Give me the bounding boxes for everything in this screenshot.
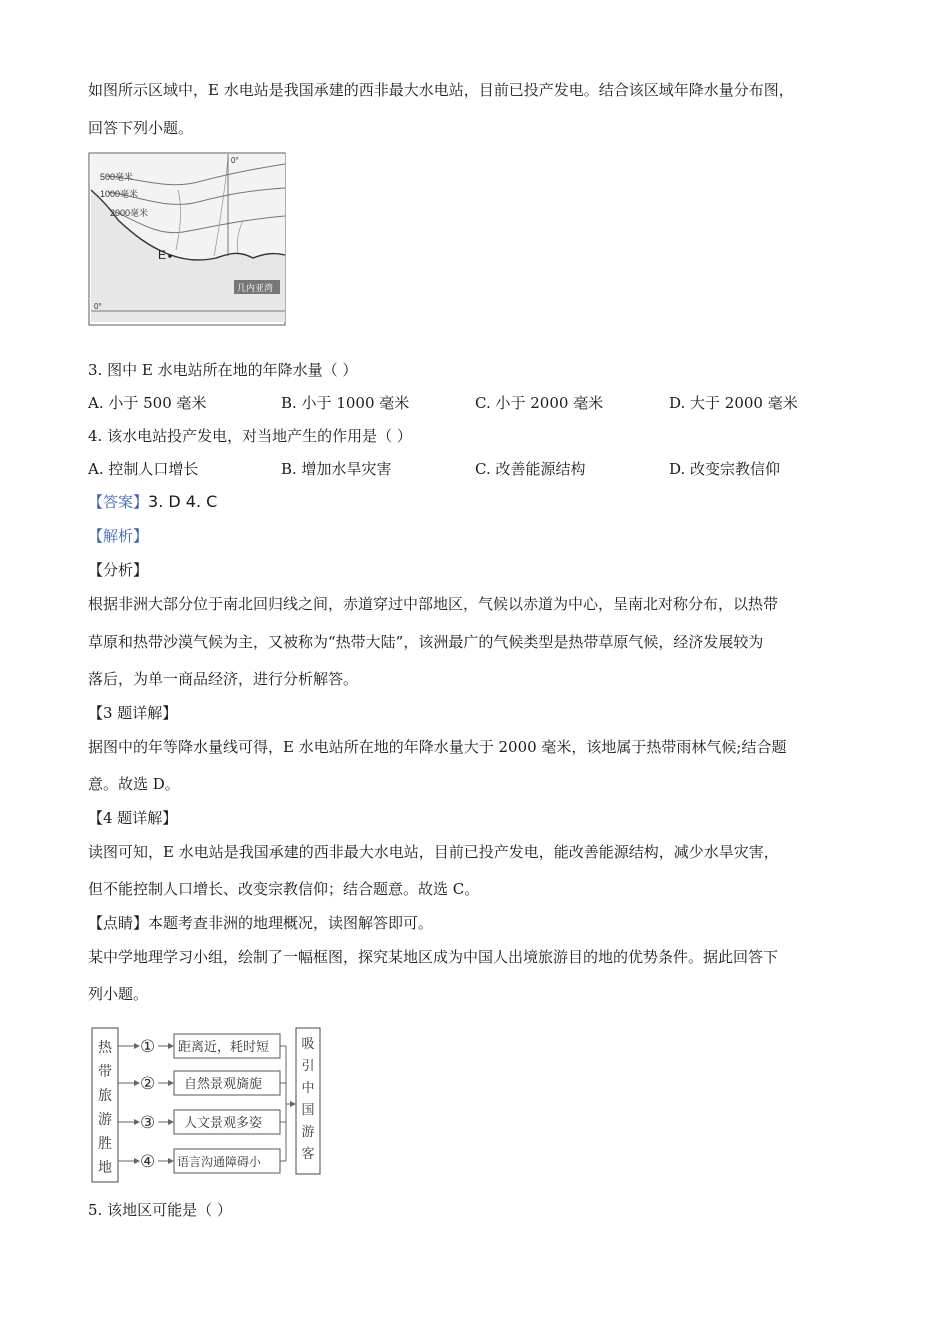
answer-line (88, 492, 217, 512)
flow-num-2: ② (140, 1074, 156, 1094)
flow-item-3: 人文景观多姿 (184, 1116, 263, 1131)
q3-option-d: D. 大于 2000 毫米 (669, 394, 798, 412)
gulf-of-guinea-label: 几内亚湾 (237, 283, 274, 293)
station-e-marker (168, 254, 172, 258)
precipitation-map (88, 150, 288, 330)
answer-value: 3. D 4. C (148, 492, 218, 511)
flow-item-1: 距离近，耗时短 (178, 1040, 270, 1055)
flow-item-4: 语言沟通障碍小 (177, 1155, 262, 1169)
intro-line-2: 回答下列小题。 (88, 119, 194, 137)
detail4-line-2: 但不能控制人口增长、改变宗教信仰；结合题意。故选 C。 (88, 880, 480, 898)
detail3-tag: 【3 题详解】 (88, 704, 178, 722)
detail4-line-1: 读图可知，E 水电站是我国承建的西非最大水电站，目前已投产发电，能改善能源结构，减少水旱灾害， (88, 843, 779, 861)
flow-left-text: 热带旅游胜地 (98, 1040, 112, 1176)
flow-right-text: 吸引中国游客 (301, 1037, 315, 1162)
station-e-label: E (158, 248, 167, 262)
dianjing-line: 【点睛】本题考查非洲的地理概况，读图解答即可。 (88, 914, 434, 932)
intro2-line-2: 列小题。 (88, 985, 149, 1003)
isoline-label-500: 500毫米 (100, 172, 134, 182)
q4-option-d: D. 改变宗教信仰 (669, 460, 781, 478)
flow-num-1: ① (140, 1037, 156, 1057)
intro2-line-1: 某中学地理学习小组，绘制了一幅框图，探究某地区成为中国人出境旅游目的地的优势条件。据此回答下 (88, 948, 779, 966)
detail3-line-1: 据图中的年等降水量线可得，E 水电站所在地的年降水量大于 2000 毫米，该地属于热带雨林气候;结合题 (88, 738, 787, 756)
q3-option-b: B. 小于 1000 毫米 (281, 394, 410, 412)
flow-num-4: ④ (140, 1152, 156, 1172)
detail3-line-2: 意。故选 D。 (88, 775, 180, 793)
q3-option-a: A. 小于 500 毫米 (88, 394, 207, 412)
intro-line-1: 如图所示区域中，E 水电站是我国承建的西非最大水电站，目前已投产发电。结合该区域年降水量分布图， (88, 81, 794, 99)
meridian-label: 0° (231, 156, 239, 165)
isoline-label-2000: 2000毫米 (110, 208, 149, 218)
fenxi-line-2: 草原和热带沙漠气候为主，又被称为“热带大陆”，该洲最广的气候类型是热带草原气候，经济发展较为 (88, 633, 764, 651)
flow-num-3: ③ (140, 1113, 156, 1133)
answer-tag: 【答案】 (88, 493, 149, 511)
q4-option-c: C. 改善能源结构 (475, 460, 586, 478)
q3-option-c: C. 小于 2000 毫米 (475, 394, 604, 412)
analysis-tag: 【解析】 (88, 527, 149, 545)
detail4-tag: 【4 题详解】 (88, 809, 178, 827)
q4-stem: 4. 该水电站投产发电，对当地产生的作用是（ ） (88, 427, 412, 445)
fenxi-line-3: 落后，为单一商品经济，进行分析解答。 (88, 670, 359, 688)
tourism-flow-diagram (88, 1022, 328, 1192)
isoline-label-1000: 1000毫米 (100, 189, 139, 199)
q4-option-a: A. 控制人口增长 (88, 460, 199, 478)
q5-stem: 5. 该地区可能是（ ） (88, 1201, 232, 1219)
q3-stem: 3. 图中 E 水电站所在地的年降水量（ ） (88, 361, 358, 379)
flow-item-2: 自然景观旖旎 (184, 1077, 263, 1092)
fenxi-line-1: 根据非洲大部分位于南北回归线之间，赤道穿过中部地区，气候以赤道为中心，呈南北对称分布，以热带 (88, 595, 779, 613)
q4-option-b: B. 增加水旱灾害 (281, 460, 392, 478)
equator-label: 0° (94, 302, 102, 311)
fenxi-tag: 【分析】 (88, 561, 149, 579)
